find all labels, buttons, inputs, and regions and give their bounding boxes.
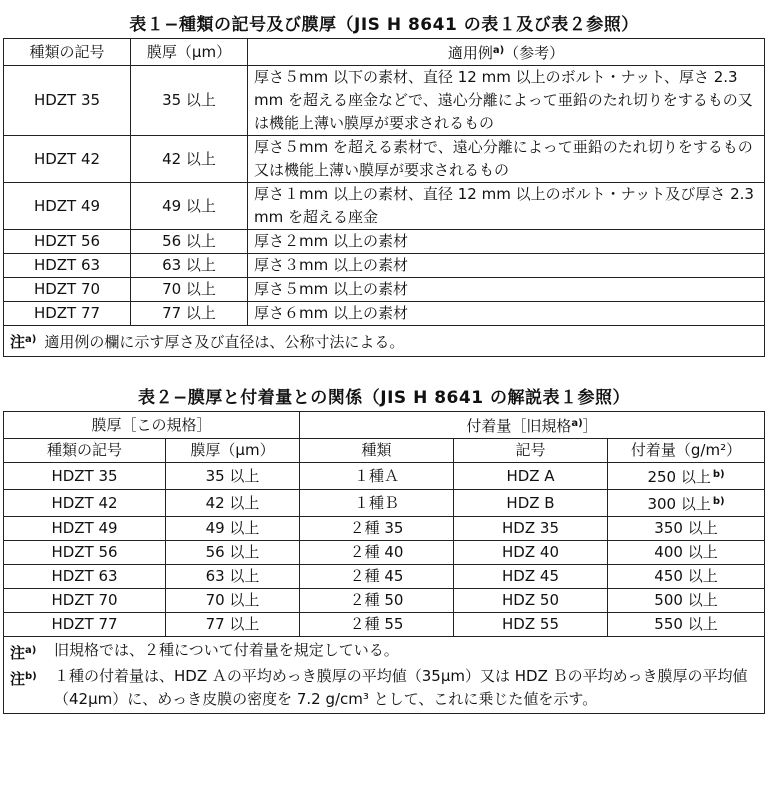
row-amount-value: 450 以上 (654, 567, 718, 585)
row-code: HDZ A (454, 463, 608, 490)
table1-header-row (4, 39, 765, 66)
row-thickness: 35 以上 (166, 463, 300, 490)
note-text: １種の付着量は、HDZ Ａの平均めっき膜厚の平均値（35μm）又は HDZ Ｂの平均めっき膜厚の平均値（42μm）に、めっき皮膜の密度を 7.2 g/cm³ として、これに乗じた値を示す。 (54, 667, 748, 708)
row-usage: 厚さ５mm 以下の素材、直径 12 mm 以上のボルト・ナット、厚さ 2.3 mm を超える座金などで、遠心分離によって亜鉛のたれ切りをするもの又は機能上薄い膜厚が要求されるもの (248, 66, 765, 136)
row-symbol: HDZT 70 (4, 589, 166, 613)
row-symbol: HDZT 63 (4, 565, 166, 589)
table-row (4, 613, 765, 637)
row-amount (608, 490, 765, 517)
row-symbol: HDZT 49 (4, 517, 166, 541)
table-row (4, 463, 765, 490)
note-text: 旧規格では、２種について付着量を規定している。 (54, 641, 399, 659)
table1-note (4, 326, 765, 357)
row-symbol: HDZT 77 (4, 613, 166, 637)
table-row (4, 254, 765, 278)
table1-title: 表１−種類の記号及び膜厚（JIS H 8641 の表１及び表２参照） (129, 15, 639, 35)
row-usage: 厚さ６mm 以上の素材 (248, 302, 765, 326)
table-row (4, 183, 765, 230)
table2-title: 表２−膜厚と付着量との関係（JIS H 8641 の解説表１参照） (138, 388, 630, 408)
row-kind: １種Ｂ (300, 490, 454, 517)
note-mark: 注 (10, 644, 26, 662)
note-mark: 注 (10, 333, 26, 351)
row-thickness: 49 以上 (131, 183, 248, 230)
note-sup: a) (25, 334, 37, 345)
group-header-right-sup: a) (571, 418, 583, 429)
row-thickness: 56 以上 (166, 541, 300, 565)
table-row (4, 541, 765, 565)
header-usage-suffix: （参考） (504, 44, 565, 62)
row-thickness: 63 以上 (166, 565, 300, 589)
table-row (4, 278, 765, 302)
row-symbol: HDZT 42 (4, 136, 131, 183)
row-symbol: HDZT 35 (4, 66, 131, 136)
table1 (3, 38, 765, 357)
row-amount (608, 541, 765, 565)
t2-header-kind: 種類 (300, 439, 454, 463)
note-line (10, 665, 758, 711)
header-usage-sup: a) (492, 45, 505, 56)
row-usage: 厚さ１mm 以上の素材、直径 12 mm 以上のボルト・ナット及び厚さ 2.3 mm を超える座金 (248, 183, 765, 230)
t2-header-thickness: 膜厚（μm） (166, 439, 300, 463)
table-row (4, 517, 765, 541)
row-symbol: HDZT 35 (4, 463, 166, 490)
note-line (10, 639, 758, 665)
note-mark-group (10, 639, 54, 665)
row-amount (608, 565, 765, 589)
group-header-right-label: 付着量［旧規格 (466, 417, 572, 435)
row-symbol: HDZT 70 (4, 278, 131, 302)
t2-header-amount: 付着量（g/m²） (608, 439, 765, 463)
row-usage: 厚さ５mm 以上の素材 (248, 278, 765, 302)
row-kind: ２種 50 (300, 589, 454, 613)
row-symbol: HDZT 56 (4, 230, 131, 254)
table2-notes-row (4, 637, 765, 714)
row-thickness: 70 以上 (166, 589, 300, 613)
table-row (4, 136, 765, 183)
row-kind: １種Ａ (300, 463, 454, 490)
note-mark-group (10, 665, 54, 711)
note-sup: b) (25, 671, 37, 682)
header-usage (248, 39, 765, 66)
note-sup: a) (25, 645, 37, 656)
row-amount (608, 613, 765, 637)
row-usage: 厚さ３mm 以上の素材 (248, 254, 765, 278)
row-amount-value: 400 以上 (654, 543, 718, 561)
row-amount (608, 589, 765, 613)
row-thickness: 63 以上 (131, 254, 248, 278)
row-code: HDZ 45 (454, 565, 608, 589)
row-amount-sup: b) (712, 469, 725, 480)
row-thickness: 56 以上 (131, 230, 248, 254)
group-header-right-close: ］ (582, 417, 598, 435)
row-symbol: HDZT 42 (4, 490, 166, 517)
header-usage-label: 適用例 (447, 44, 493, 62)
note-text: 適用例の欄に示す厚さ及び直径は、公称寸法による。 (44, 333, 405, 351)
row-symbol: HDZT 63 (4, 254, 131, 278)
table-row (4, 565, 765, 589)
row-kind: ２種 45 (300, 565, 454, 589)
row-usage: 厚さ２mm 以上の素材 (248, 230, 765, 254)
header-thickness: 膜厚（μm） (131, 39, 248, 66)
table1-note-row (4, 326, 765, 357)
row-thickness: 42 以上 (131, 136, 248, 183)
table-row (4, 66, 765, 136)
row-amount (608, 517, 765, 541)
row-symbol: HDZT 49 (4, 183, 131, 230)
group-header-right (300, 412, 765, 439)
row-amount-value: 550 以上 (654, 615, 718, 633)
row-thickness: 77 以上 (131, 302, 248, 326)
row-code: HDZ 40 (454, 541, 608, 565)
table-row (4, 490, 765, 517)
t2-header-symbol: 種類の記号 (4, 439, 166, 463)
row-kind: ２種 35 (300, 517, 454, 541)
row-symbol: HDZT 77 (4, 302, 131, 326)
group-header-left: 膜厚［この規格］ (4, 412, 300, 439)
note-mark: 注 (10, 670, 26, 688)
row-thickness: 42 以上 (166, 490, 300, 517)
row-amount (608, 463, 765, 490)
row-thickness: 77 以上 (166, 613, 300, 637)
row-amount-value: 300 以上 (647, 495, 711, 513)
row-symbol: HDZT 56 (4, 541, 166, 565)
row-usage: 厚さ５mm を超える素材で、遠心分離によって亜鉛のたれ切りをするもの又は機能上薄い膜厚が要求されるもの (248, 136, 765, 183)
row-thickness: 35 以上 (131, 66, 248, 136)
table2-notes (4, 637, 765, 714)
row-code: HDZ 55 (454, 613, 608, 637)
row-amount-value: 500 以上 (654, 591, 718, 609)
t2-header-code: 記号 (454, 439, 608, 463)
row-amount-value: 350 以上 (654, 519, 718, 537)
table2 (3, 411, 765, 714)
table-row (4, 302, 765, 326)
table2-group-header-row (4, 412, 765, 439)
row-code: HDZ 50 (454, 589, 608, 613)
row-kind: ２種 55 (300, 613, 454, 637)
row-kind: ２種 40 (300, 541, 454, 565)
row-code: HDZ 35 (454, 517, 608, 541)
table-row (4, 589, 765, 613)
header-symbol: 種類の記号 (4, 39, 131, 66)
table-row (4, 230, 765, 254)
row-thickness: 70 以上 (131, 278, 248, 302)
table2-header-row (4, 439, 765, 463)
row-code: HDZ B (454, 490, 608, 517)
row-amount-value: 250 以上 (647, 468, 711, 486)
row-thickness: 49 以上 (166, 517, 300, 541)
row-amount-sup: b) (712, 496, 725, 507)
